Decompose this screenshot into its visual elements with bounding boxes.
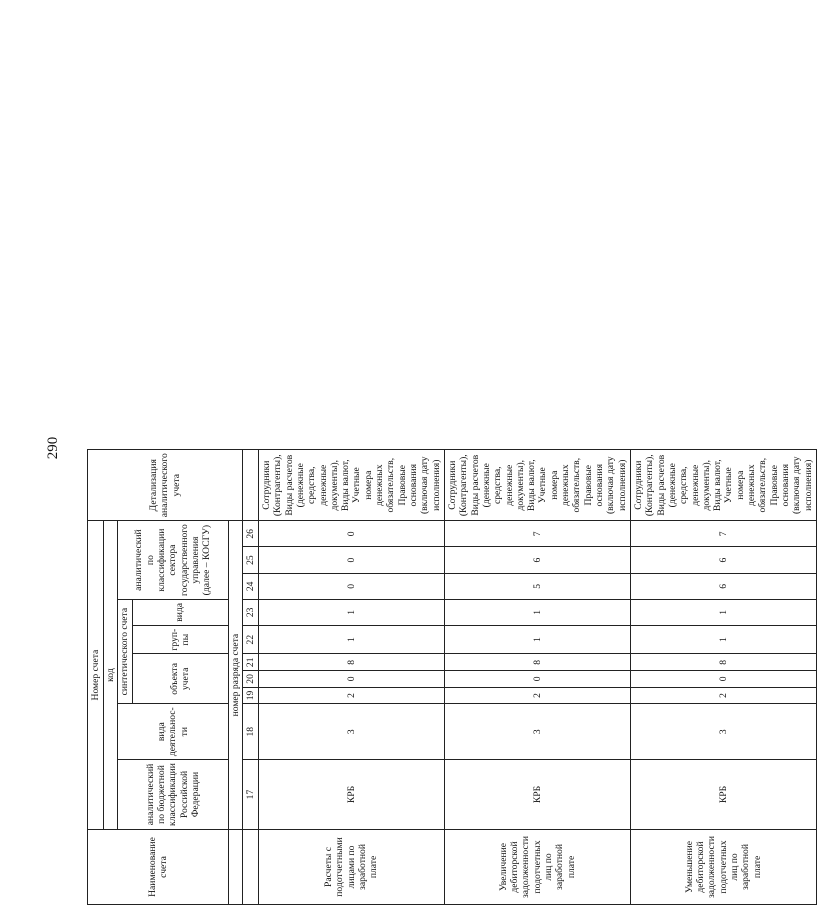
object-digit: 0 — [630, 671, 816, 688]
header-analytic-budget: аналитический по бюджетной классификации Российской Федерации — [118, 760, 228, 830]
header-empty-cell — [228, 829, 242, 904]
analytic-detail: Сотрудники (Контрагенты), Виды расчетов (денежные средства, денежные документы), Виды валют, Учетные номера денежных обязательств, Правовые основания (включая дату исполнения) — [444, 450, 630, 521]
header-activity-type: вида деятельнос-ти — [118, 704, 228, 760]
object-digit: 0 — [258, 671, 444, 688]
object-digit: 2 — [630, 687, 816, 704]
object-digit: 8 — [444, 654, 630, 671]
column-number: 21 — [242, 654, 258, 671]
header-analytic-kosgu: аналитический по классификации сектора государственного управления (далее – КОСГУ) — [118, 521, 228, 600]
column-number: 19 — [242, 687, 258, 704]
analytic-code: КРБ — [444, 760, 630, 830]
header-code: код — [104, 521, 118, 830]
column-number-empty — [242, 450, 258, 521]
table-row — [444, 450, 630, 905]
kosgu-digit: 6 — [630, 547, 816, 573]
column-number: 26 — [242, 521, 258, 547]
activity-code: 3 — [258, 704, 444, 760]
kind-code: 1 — [444, 599, 630, 625]
analytic-detail: Сотрудники (Контрагенты), Виды расчетов (денежные средства, денежные документы), Виды валют, Учетные номера денежных обязательств, Правовые основания (включая дату исполнения) — [630, 450, 816, 521]
kosgu-digit: 7 — [444, 521, 630, 547]
column-number: 25 — [242, 547, 258, 573]
column-number: 18 — [242, 704, 258, 760]
activity-code: 3 — [444, 704, 630, 760]
header-analytic-detail: Детализация аналитического учета — [88, 450, 243, 521]
header-account-object: объекта учета — [132, 654, 228, 704]
header-group: груп-пы — [132, 625, 228, 654]
analytic-detail: Сотрудники (Контрагенты), Виды расчетов (денежные средства, денежные документы), Виды валют, Учетные номера денежных обязательств, Правовые основания (включая дату исполнения) — [258, 450, 444, 521]
object-digit: 2 — [444, 687, 630, 704]
header-kind: вида — [132, 599, 228, 625]
header-synthetic-account: синтетического счета — [118, 599, 132, 703]
group-code: 1 — [444, 625, 630, 654]
table-row — [630, 450, 816, 905]
table-row — [258, 450, 444, 905]
column-number: 24 — [242, 573, 258, 599]
account-name: Уменьшение дебиторской задолженности подотчетных лиц по заработной плате — [630, 829, 816, 904]
kosgu-digit: 6 — [630, 573, 816, 599]
column-number: 22 — [242, 625, 258, 654]
object-digit: 0 — [444, 671, 630, 688]
object-digit: 8 — [630, 654, 816, 671]
kind-code: 1 — [630, 599, 816, 625]
column-number: 20 — [242, 671, 258, 688]
kind-code: 1 — [258, 599, 444, 625]
page-number: 290 — [45, 436, 61, 460]
kosgu-digit: 0 — [258, 521, 444, 547]
account-name: Расчеты с подотчетными лицами по заработной плате — [258, 829, 444, 904]
kosgu-digit: 6 — [444, 547, 630, 573]
kosgu-digit: 0 — [258, 547, 444, 573]
column-number: 17 — [242, 760, 258, 830]
group-code: 1 — [258, 625, 444, 654]
group-code: 1 — [630, 625, 816, 654]
activity-code: 3 — [630, 704, 816, 760]
account-name: Увеличение дебиторской задолженности подотчетных лиц по заработной плате — [444, 829, 630, 904]
object-digit: 8 — [258, 654, 444, 671]
analytic-code: КРБ — [630, 760, 816, 830]
header-digit-number: номер разряда счета — [228, 521, 242, 830]
kosgu-digit: 0 — [258, 573, 444, 599]
kosgu-digit: 7 — [630, 521, 816, 547]
column-number: 23 — [242, 599, 258, 625]
column-number-empty — [242, 829, 258, 904]
object-digit: 2 — [258, 687, 444, 704]
accounts-table — [87, 449, 817, 905]
header-account-number: Номер счета — [88, 521, 104, 830]
header-account-name: Наименование счета — [88, 829, 229, 904]
analytic-code: КРБ — [258, 760, 444, 830]
kosgu-digit: 5 — [444, 573, 630, 599]
